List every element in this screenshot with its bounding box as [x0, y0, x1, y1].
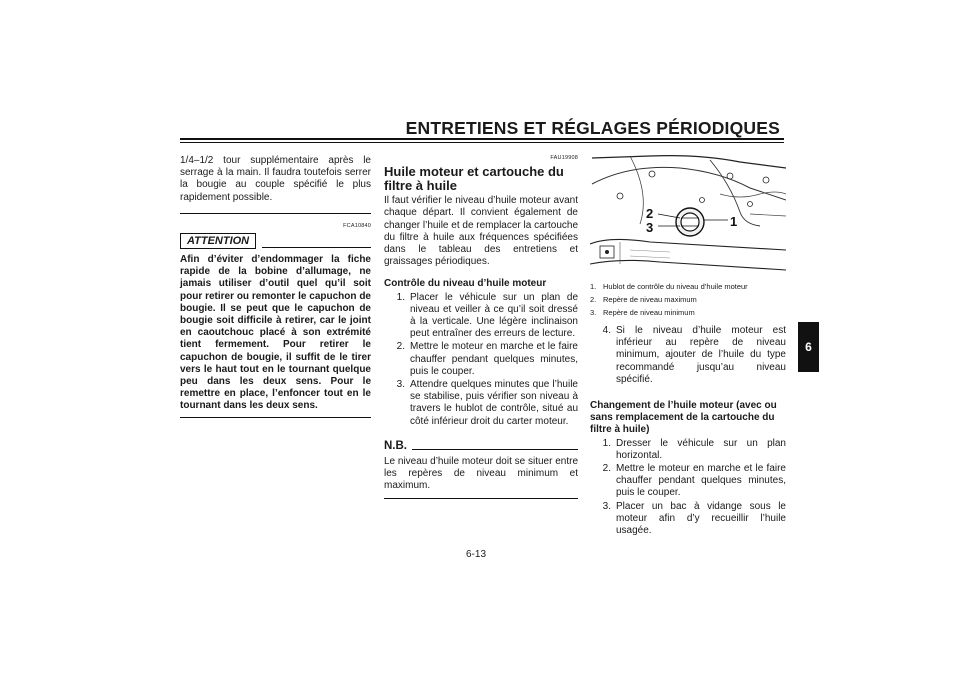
caption-number: 3. — [590, 308, 597, 317]
note-header — [384, 440, 578, 452]
reference-code: FCA10840 — [343, 222, 371, 229]
attention-line — [262, 247, 371, 248]
caption-item — [590, 293, 786, 306]
figure-label: 3 — [646, 220, 654, 235]
column-middle — [384, 152, 578, 499]
attention-header — [180, 233, 371, 249]
section-title: Huile moteur et cartouche du filtre à huile — [384, 164, 564, 194]
note-line — [412, 449, 578, 450]
page-number: 6-13 — [466, 549, 487, 560]
step-text: Mettre le moteur en marche et le faire chauffer pendant quelques minutes, puis le couper. — [616, 463, 786, 499]
subheading-oil-change: Changement de l’huile moteur (avec ou sans remplacement de la cartouche du filtre à huile) — [590, 400, 777, 436]
caption-item — [590, 306, 786, 319]
note-label: N.B. — [384, 439, 407, 452]
list-item — [590, 501, 786, 538]
step-number: 1. — [396, 291, 405, 303]
section-divider — [180, 213, 371, 214]
list-item — [384, 341, 578, 378]
title-rule-thin — [180, 142, 784, 143]
step-number: 2. — [396, 341, 405, 353]
title-rule — [180, 138, 784, 140]
column-right — [590, 152, 786, 537]
figure-label: 2 — [646, 206, 654, 221]
caption-text: Repère de niveau maximum — [603, 295, 697, 304]
list-item — [384, 379, 578, 428]
step-text: Placer le véhicule sur un plan de niveau et veiller à ce qu’il soit dressé à la verticale. Une légère inclinaison peut entraîner des erreurs de lecture. — [410, 291, 578, 340]
oil-change-steps — [590, 438, 786, 538]
step-number: 1. — [602, 437, 611, 449]
step-text: Placer un bac à vidange sous le moteur afin d’y recueillir l’huile usagée. — [616, 500, 786, 537]
step-number: 2. — [602, 463, 611, 475]
caption-number: 2. — [590, 295, 597, 304]
step-number: 3. — [396, 379, 405, 391]
check-level-steps — [384, 292, 578, 428]
section-intro: Il faut vérifier le niveau d’huile moteur avant chaque départ. Il convient également de changer l’huile et de remplacer la cartouche du filtre à huile aux fréquences spécifiées dans le tableau des entretiens et graissages périodiques. — [384, 195, 578, 268]
caption-number: 1. — [590, 282, 597, 291]
note-text: Le niveau d’huile moteur doit se situer entre les repères de niveau minimum et maximum. — [384, 455, 579, 492]
list-item — [590, 325, 786, 386]
caption-item — [590, 280, 786, 293]
step-number: 4. — [602, 325, 611, 336]
step-text: Mettre le moteur en marche et le faire chauffer pendant quelques minutes, puis le couper. — [410, 341, 578, 377]
list-item — [590, 438, 786, 462]
attention-end-rule — [180, 417, 371, 418]
engine-figure — [590, 154, 786, 276]
note-end-rule — [384, 498, 578, 499]
column-left — [180, 155, 371, 418]
section-code: FAU19908 — [550, 155, 578, 161]
step-text: Attendre quelques minutes que l’huile se stabilise, puis vérifier son niveau à travers le hublot de contrôle, situé au côté inférieur droit du carter moteur. — [410, 379, 578, 427]
caption-text: Repère de niveau minimum — [603, 308, 695, 317]
figure-label: 1 — [730, 214, 738, 229]
subheading-check-level: Contrôle du niveau d’huile moteur — [384, 278, 547, 290]
list-item — [384, 292, 578, 341]
page-title: ENTRETIENS ET RÉGLAGES PÉRIODIQUES — [405, 118, 780, 138]
engine-oil-window-illustration — [590, 154, 786, 276]
list-item — [590, 463, 786, 500]
chapter-tab[interactable]: 6 — [798, 322, 819, 372]
figure-captions — [590, 280, 786, 319]
step-text: Si le niveau d’huile moteur est inférieur au repère de niveau minimum, ajouter de l’huile du type recommandé jusqu’au niveau spécifié. — [616, 325, 786, 385]
check-level-step-4 — [590, 325, 786, 386]
attention-badge: ATTENTION — [180, 233, 256, 249]
step-text: Dresser le véhicule sur un plan horizontal. — [616, 437, 786, 461]
intro-paragraph: 1/4–1/2 tour supplémentaire après le serrage à la main. Il faudra toutefois serrer la bougie au couple spécifié le plus rapidement possible. — [180, 155, 371, 203]
attention-text: Afin d’éviter d’endommager la fiche rapide de la bobine d’allumage, ne jamais utiliser d’outil quel qu’il soit pour retirer ou remonter le capuchon de bougie. Il se peut que le capuchon de bougie soit difficile à retirer, car le joint en caoutchouc placé à son extrémité tient fermement. Pour retirer le capuchon de bougie, il suffit de le tirer vers le haut tout en le tournant quelque peu dans les deux sens. Pour le remettre en place, l’enfoncer tout en le tournant dans les deux sens. — [180, 254, 371, 412]
caption-text: Hublot de contrôle du niveau d’huile moteur — [603, 282, 748, 291]
step-number: 3. — [602, 500, 611, 512]
